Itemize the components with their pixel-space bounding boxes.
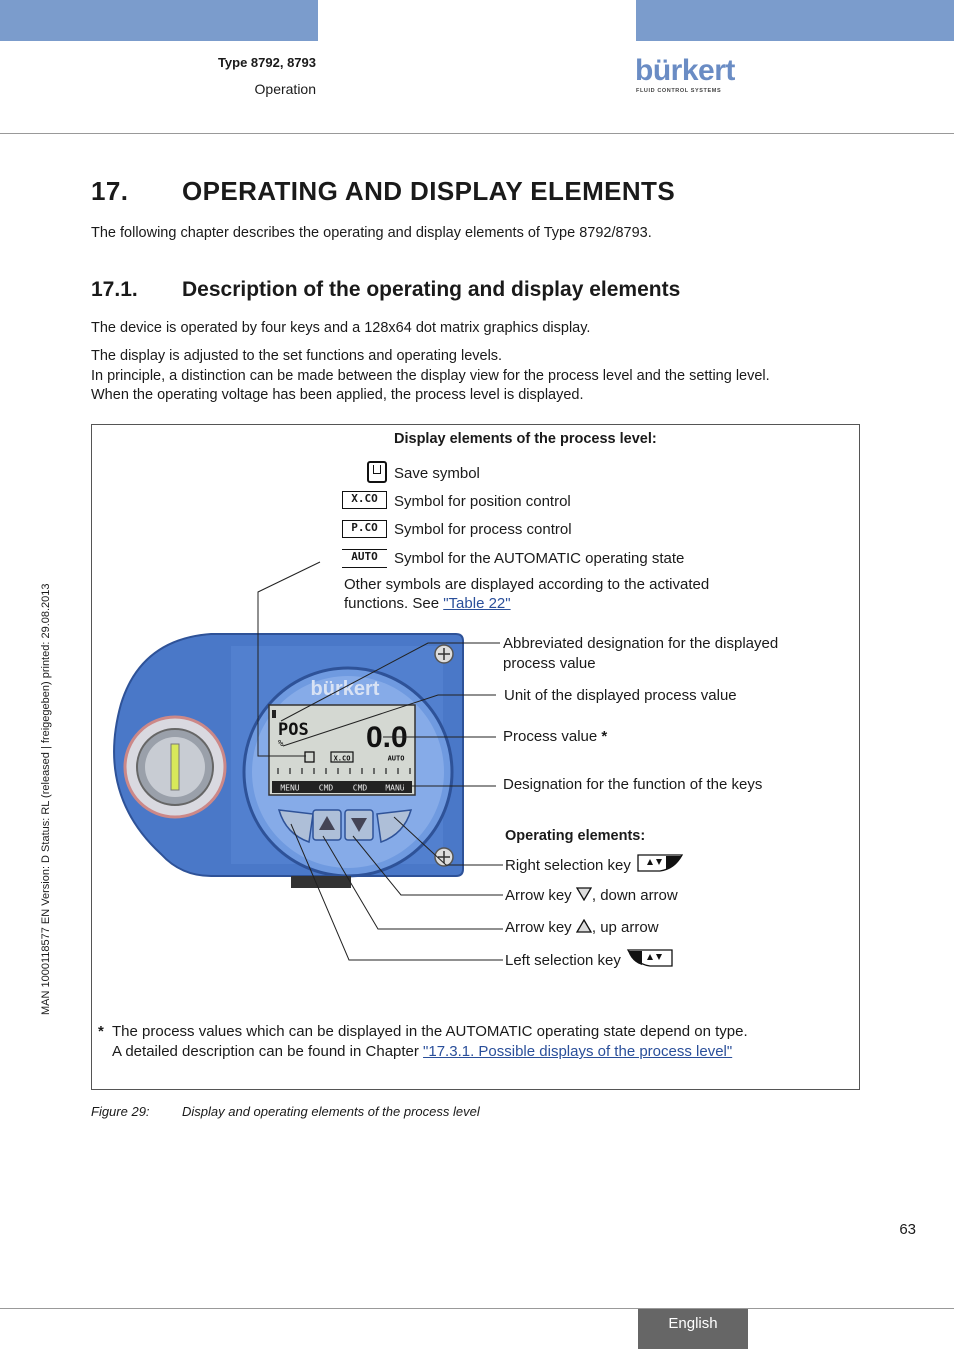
section-name: Operation <box>254 81 316 97</box>
down-arrow-icon <box>576 887 592 901</box>
display-elements-title: Display elements of the process level: <box>394 431 657 447</box>
lcd-value: 0.0 <box>366 721 408 754</box>
lcd-auto: AUTO <box>387 754 405 763</box>
paragraph-1: The device is operated by four keys and a 128x64 dot matrix graphics display. <box>91 320 591 336</box>
callout-abbrev-2: process value <box>503 655 596 672</box>
pco-symbol-label: Symbol for process control <box>394 521 572 538</box>
language-tab: English <box>638 1309 748 1349</box>
header-band-right <box>636 0 954 41</box>
right-selection-key-label: Right selection key <box>505 857 631 874</box>
chapter-link[interactable]: "17.3.1. Possible displays of the process level" <box>423 1043 733 1060</box>
section-heading: 17.1. Description of the operating and display elements <box>91 278 681 301</box>
right-key-icon <box>636 853 684 873</box>
panel-brand: bürkert <box>310 678 380 700</box>
auto-symbol: AUTO <box>342 549 387 568</box>
save-symbol-label: Save symbol <box>394 465 480 482</box>
xco-symbol-label: Symbol for position control <box>394 493 571 510</box>
pco-symbol: P.CO <box>342 520 387 538</box>
left-selection-key-label: Left selection key <box>505 952 621 969</box>
xco-symbol: X.CO <box>342 491 387 509</box>
burkert-logo: bürkert <box>635 54 735 87</box>
paragraph-3: In principle, a distinction can be made between the display view for the process level and the setting level. <box>91 368 770 384</box>
callout-abbrev-1: Abbreviated designation for the displayed <box>503 635 779 652</box>
lcd-label: POS <box>278 720 309 740</box>
softkey-3: CMD <box>352 783 368 793</box>
page-number: 63 <box>899 1221 916 1238</box>
footer-divider <box>0 1308 954 1309</box>
caption-label: Figure 29: <box>91 1104 150 1119</box>
header-divider <box>0 133 954 134</box>
table-22-link[interactable]: "Table 22" <box>443 595 511 612</box>
cable-connector <box>291 876 351 888</box>
logo-subtitle: FLUID CONTROL SYSTEMS <box>636 88 722 94</box>
arrow-up-label: Arrow key , up arrow <box>505 919 659 936</box>
intro-text: The following chapter describes the operating and display elements of Type 8792/8793. <box>91 225 652 241</box>
softkey-1: MENU <box>280 783 300 793</box>
caption-text: Display and operating elements of the process level <box>182 1104 480 1119</box>
save-icon <box>367 461 387 483</box>
operating-elements-title: Operating elements: <box>505 828 646 844</box>
other-symbols-line1: Other symbols are displayed according to the activated <box>344 576 710 593</box>
lcd-unit: % <box>278 739 284 749</box>
lcd-xco: X.CO <box>333 754 351 763</box>
other-symbols-line2: functions. See "Table 22" <box>344 595 511 612</box>
footnote-star: * <box>98 1023 104 1040</box>
paragraph-2: The display is adjusted to the set functions and operating levels. <box>91 348 503 364</box>
doc-type: Type 8792, 8793 <box>217 55 316 70</box>
chapter-heading: 17. OPERATING AND DISPLAY ELEMENTS <box>91 176 676 206</box>
figure-caption <box>91 1104 480 1119</box>
callout-unit: Unit of the displayed process value <box>504 687 737 704</box>
left-key-icon <box>626 948 674 968</box>
softkey-2: CMD <box>318 783 334 793</box>
up-arrow-icon <box>576 919 592 933</box>
auto-symbol-label: Symbol for the AUTOMATIC operating state <box>394 550 685 567</box>
footnote-line2: A detailed description can be found in Chapter "17.3.1. Possible displays of the process level" <box>112 1043 733 1060</box>
paragraph-4: When the operating voltage has been applied, the process level is displayed. <box>91 387 584 403</box>
header-band-left <box>0 0 318 41</box>
arrow-down-label: Arrow key , down arrow <box>505 887 678 904</box>
callout-process-value: Process value * <box>503 728 608 745</box>
callout-designation: Designation for the function of the keys <box>503 776 763 793</box>
footnote-line1: The process values which can be displayed in the AUTOMATIC operating state depend on type. <box>112 1023 748 1040</box>
document-metadata: MAN 1000118577 EN Version: D Status: RL (released | freigegeben) printed: 29.08.2013 <box>40 583 52 1015</box>
softkey-4: MANU <box>385 783 405 793</box>
